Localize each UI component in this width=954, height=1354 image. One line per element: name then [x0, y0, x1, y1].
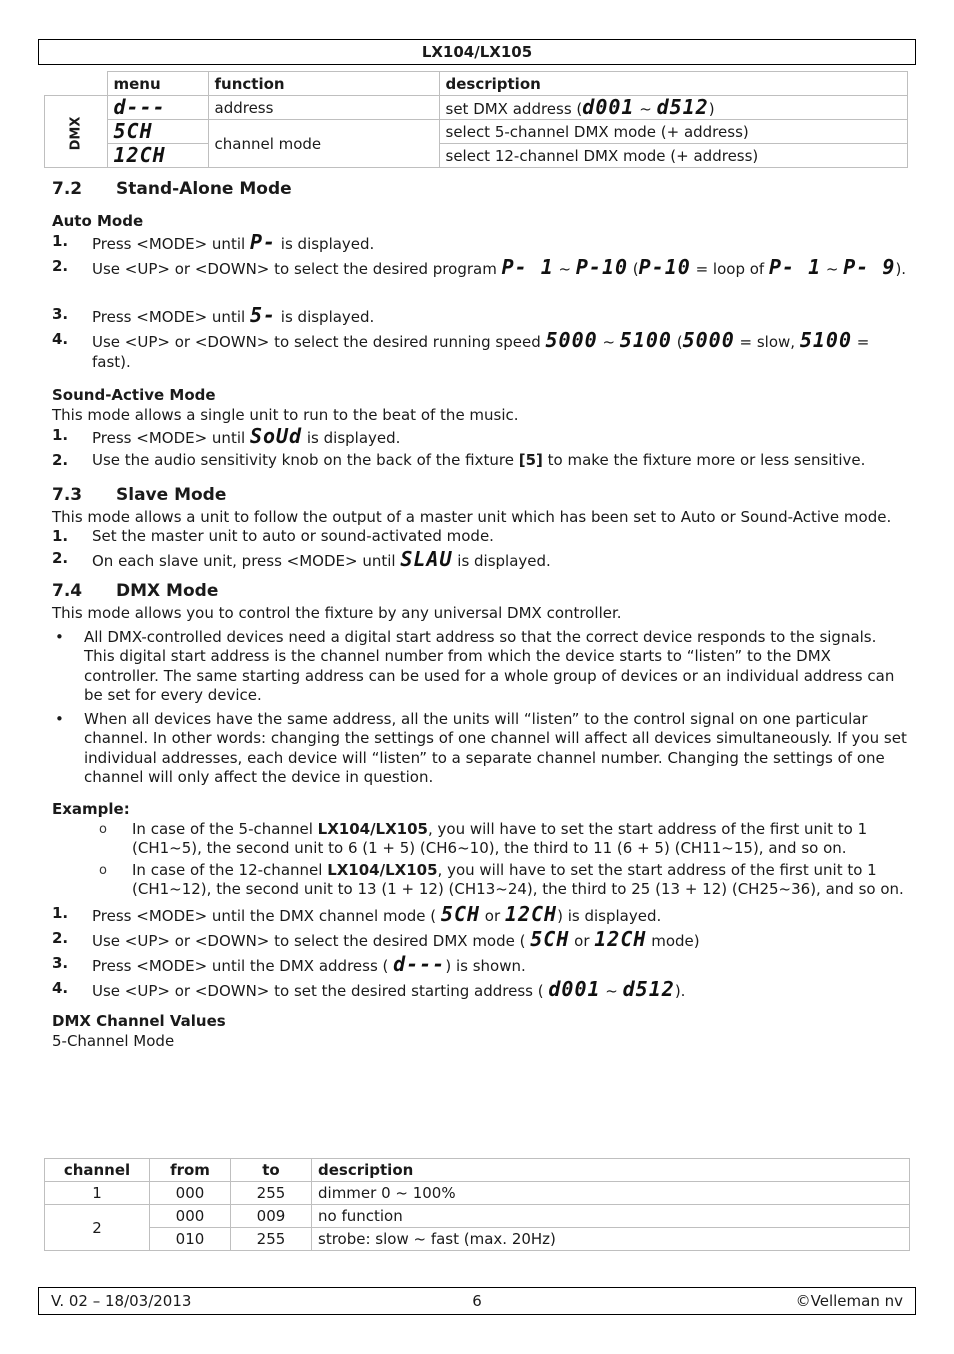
values-header-from: from [150, 1159, 231, 1182]
footer-copyright: ©Velleman nv [795, 1292, 903, 1310]
section-heading: 7.2 Stand-Alone Mode [52, 179, 292, 199]
step-item: 2. Use <UP> or <DOWN> to select the desired DMX mode ( 5CH or 12CH mode) [52, 926, 700, 951]
subsection-heading: Example: [52, 799, 130, 818]
step-item: 4. Use <UP> or <DOWN> to select the desired running speed 5000 ~ 5100 (5000 = slow, 5100 = fast). [52, 328, 870, 371]
dmx-side-label: DMX [45, 96, 108, 168]
step-item: 2. Use <UP> or <DOWN> to select the desired program P- 1 ~ P-10 (P-10 = loop of P- 1 ~ P- 9). [52, 255, 907, 279]
menu-cell: 5CH [107, 120, 208, 144]
page-footer [38, 1287, 916, 1315]
to-cell: 255 [231, 1182, 312, 1205]
values-header-description: description [312, 1159, 910, 1182]
table-row [45, 1182, 910, 1205]
paragraph: This mode allows a single unit to run to the beat of the music. [52, 406, 519, 424]
values-header-channel: channel [45, 1159, 150, 1182]
channel-values-table [44, 1158, 910, 1251]
to-cell: 255 [231, 1228, 312, 1251]
description-cell: dimmer 0 ~ 100% [312, 1182, 910, 1205]
description-cell: select 12-channel DMX mode (+ address) [439, 144, 907, 168]
page-header [38, 39, 916, 65]
menu-header-function: function [208, 72, 439, 96]
to-cell: 009 [231, 1205, 312, 1228]
step-item: 2. On each slave unit, press <MODE> until SLAU is displayed. [52, 547, 551, 571]
table-row [45, 1205, 910, 1228]
menu-header-menu: menu [107, 72, 208, 96]
subsection-heading: DMX Channel Values [52, 1011, 226, 1030]
description-cell: strobe: slow ~ fast (max. 20Hz) [312, 1228, 910, 1251]
description-cell: select 5-channel DMX mode (+ address) [439, 120, 907, 144]
step-item: 1. Press <MODE> until P- is displayed. [52, 230, 375, 254]
menu-cell: 12CH [107, 144, 208, 168]
step-item: 4. Use <UP> or <DOWN> to set the desired starting address ( d001 ~ d512). [52, 976, 686, 1001]
from-cell: 000 [150, 1182, 231, 1205]
from-cell: 010 [150, 1228, 231, 1251]
subsection-heading: Auto Mode [52, 212, 144, 230]
step-item: 1. Press <MODE> until the DMX channel mode ( 5CH or 12CH) is displayed. [52, 901, 662, 926]
section-heading: 7.4 DMX Mode [52, 581, 219, 601]
description-cell: set DMX address (d001 ~ d512) [439, 96, 907, 120]
values-header-to: to [231, 1159, 312, 1182]
section-heading: 7.3 Slave Mode [52, 484, 227, 505]
menu-header-description: description [439, 72, 907, 96]
menu-table [44, 71, 908, 168]
paragraph: 5-Channel Mode [52, 1031, 175, 1050]
function-cell: address [208, 96, 439, 120]
example-item: o In case of the 12-channel LX104/LX105, you will have to set the start address of the first unit to 1 (CH1~12), the second unit to 13 (1 + 12) (CH13~24), the third to 25 (13 + 12) (CH25~36), and so on. [99, 860, 904, 898]
header-title: LX104/LX105 [421, 43, 533, 61]
channel-cell: 2 [45, 1205, 150, 1251]
function-cell: channel mode [208, 120, 439, 168]
footer-version: V. 02 – 18/03/2013 [51, 1292, 192, 1310]
bullet-item: • When all devices have the same address, all the units will “listen” to the control signal on one particular channel. In other words: changing the settings of one channel will affect all devices simultaneously. If you set individual addresses, each device will “listen” to a separate channel number. Changing the settings of one channel will only affect the device in question. [55, 709, 907, 786]
subsection-heading: Sound-Active Mode [52, 386, 216, 404]
bullet-item: • All DMX-controlled devices need a digital start address so that the correct device responds to the signals. This digital start address is the channel number from which the device starts to “listen” to the DMX controller. The same starting address can be used for a whole group of devices or an individual address can be set for every device. [55, 627, 895, 704]
step-item: 1. Set the master unit to auto or sound-activated mode. [52, 527, 494, 545]
step-item: 1. Press <MODE> until SoUd is displayed. [52, 423, 401, 448]
description-cell: no function [312, 1205, 910, 1228]
step-item: 3. Press <MODE> until the DMX address ( d---) is shown. [52, 951, 526, 976]
footer-page-number: 6 [472, 1292, 482, 1310]
table-row [45, 1228, 910, 1251]
paragraph: This mode allows a unit to follow the output of a master unit which has been set to Auto or Sound-Active mode. [52, 507, 892, 526]
paragraph: This mode allows you to control the fixture by any universal DMX controller. [52, 604, 622, 622]
page-body [52, 176, 910, 1051]
step-item: 2. Use the audio sensitivity knob on the back of the fixture [5] to make the fixture more or less sensitive. [52, 450, 866, 469]
example-item: o In case of the 5-channel LX104/LX105, you will have to set the start address of the first unit to 1 (CH1~5), the second unit to 6 (1 + 5) (CH6~10), the third to 11 (6 + 5) (CH11~15), and so on. [99, 819, 868, 857]
step-item: 3. Press <MODE> until 5- is displayed. [52, 303, 375, 327]
menu-cell: d--- [107, 96, 208, 120]
channel-cell: 1 [45, 1182, 150, 1205]
menu-table-corner [45, 72, 108, 96]
from-cell: 000 [150, 1205, 231, 1228]
